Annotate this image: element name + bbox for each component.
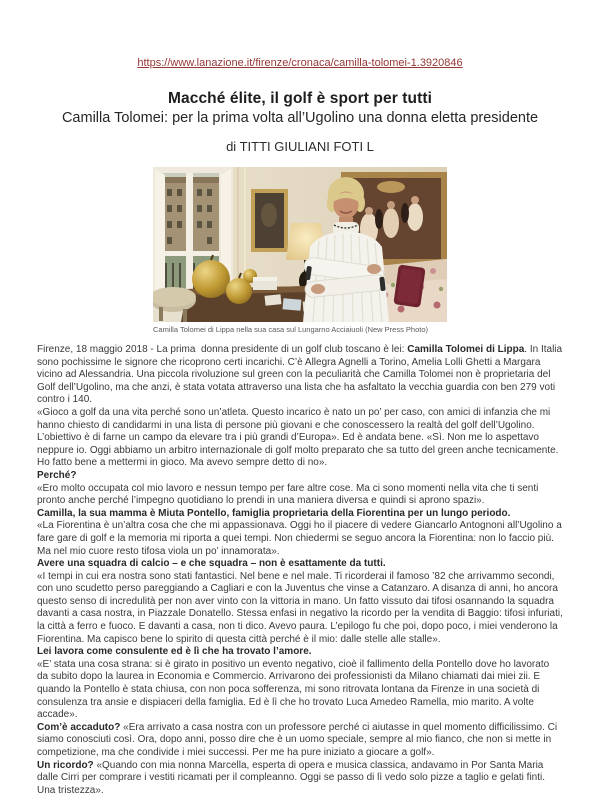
photo-camilla-living-room-illustration xyxy=(153,167,447,322)
article-question: Avere una squadra di calcio – e che squadra – non è esattamente da tutti. xyxy=(37,558,386,570)
article-paragraph: «La Fiorentina è un’altra cosa che che mi appassionava. Oggi ho il piacere di vedere Giancarlo Antognoni all’Ugolino a fare gare di golf e la memoria mi riporta a quei tempi. Non chiedermi se seguo ancora la Fiorentina: non lo faccio più. Ma nel mio cuore resto tifosa viola un po’ innamorata». xyxy=(37,520,565,557)
article-title: Macché élite, il golf è sport per tutti xyxy=(168,90,432,107)
article-paragraph: «Gioco a golf da una vita perché sono un’atleta. Questo incarico è nato un po’ per caso, con amici di infanzia che mi hanno chiesto di candidarmi in una lista di persone più giovani e che conoscessero la realtà del golf dell’Ugolino. L’obiettivo è di farne un campo da elevare tra i più grandi d’Europa». Ed è andata bene. «Sì. Non me lo aspettavo neppure io. Oggi abbiamo un arbitro internazionale di golf molto preparato che sa tutto del green anche tecnicamente. Ho fatto bene a mettermi in gioco. Ma avevo sempre detto di no». xyxy=(37,406,562,469)
source-url-row xyxy=(0,57,600,69)
article-question: Camilla, la sua mamma è Miuta Pontello, famiglia proprietaria della Fiorentina per un lungo periodo. xyxy=(37,507,511,519)
article-question: Perché? xyxy=(37,469,77,481)
article-photo xyxy=(153,167,447,334)
article-url-link[interactable]: https://www.lanazione.it/firenze/cronaca/camilla-tolomei-1.3920846 xyxy=(137,57,463,69)
article-byline: di TITTI GIULIANI FOTI L xyxy=(226,139,374,154)
article-paragraph-lead: Firenze, 18 maggio 2018 - La prima donna presidente di un golf club toscano è lei: Camilla Tolomei di Lippa. In Italia sono pochissime le signore che ricoprono certi incarichi. C’è Allegra Agnelli a Torino, Amelia Lolli Ghetti a Margara vicino ad Alessandria. Una piccola rivoluzione sul green con la peculiarità che Camilla Tolomei non è proprietaria del Golf dell’Ugolino, ma che anzi, è stata votata attraverso una lista che ha asfaltato la vecchia guardia con ben 279 voti contro i 140. xyxy=(37,344,565,406)
article-paragraph: «Ero molto occupata col mio lavoro e nessun tempo per fare altre cose. Ma ci sono momenti nella vita che ti senti pronto anche perché l’impegno quotidiano lo prendi in una maniera diversa e quindi si aprono spazi». xyxy=(37,482,542,507)
article-question: Lei lavora come consulente ed è lì che ha trovato l’amore. xyxy=(37,646,312,658)
photo-caption: Camilla Tolomei di Lippa nella sua casa sul Lungarno Acciaiuoli (New Press Photo) xyxy=(153,325,429,334)
article-paragraph: «E’ stata una cosa strana: si è girato in positivo un evento negativo, cioè il fallimento della Pontello dove ho lavorato da subito dopo la laurea in Economia e Commercio. Arrivarono dei professionisti da Milano chiamati dai miei zii. E quando la Pontello è stata chiusa, con non poca sofferenza, mi sono ritrovata lontana da Firenze in una società di consulenza tra ansie e dispiaceri della famiglia. Ed è lì che ho trovato Luca Amedeo Ramella, mio marito. A volte accade». xyxy=(37,658,552,721)
article-paragraph: Com’è accaduto? «Era arrivato a casa nostra con un professore perché ci aiutasse in quel momento difficilissimo. Ci siamo conosciuti così. Ora, dopo anni, posso dire che è un uomo speciale, sempre al mio fianco, che non si mette in competizione, ma che condivide i miei successi. Per me ha pure iniziato a giocare a golf». xyxy=(37,721,560,758)
article-subtitle: Camilla Tolomei: per la prima volta all’Ugolino una donna eletta presidente xyxy=(61,110,539,126)
article-paragraph: Un ricordo? «Quando con mia nonna Marcella, esperta di opera e musica classica, andavamo in Por Santa Maria dalle Cirri per comprare i vestiti ricamati per il compleanno. Oggi se passo di lì vedo solo pizze a taglio e gelati finti. Una tristezza». xyxy=(37,759,548,796)
article-paragraph: «I tempi in cui era nostra sono stati fantastici. Nel bene e nel male. Ti ricorderai il famoso ’82 che arrivammo secondi, con uno scudetto perso pareggiando a Cagliari e con la Juventus che vinse a Catanzaro. A disanza di anni, ho ancora questo senso di incredulità per non aver vinto con la vittoria in mano. Un fatto vissuto dai tifosi osannando la squadra davanti a casa nostra, in Piazzale Donatello. Stessa enfasi in negativo la ricordo per la vendita di Baggio: tifosi infuriati, la città a ferro e fuoco. E davanti a casa, non ti dico. Avevo paura. L’epilogo fu che poi, dopo poco, i miei venderono la Fiorentina. Ma capisco bene lo spirito di questa città perché è il mio: dalle stelle alle stalle». xyxy=(37,570,566,645)
article-body xyxy=(37,344,566,797)
